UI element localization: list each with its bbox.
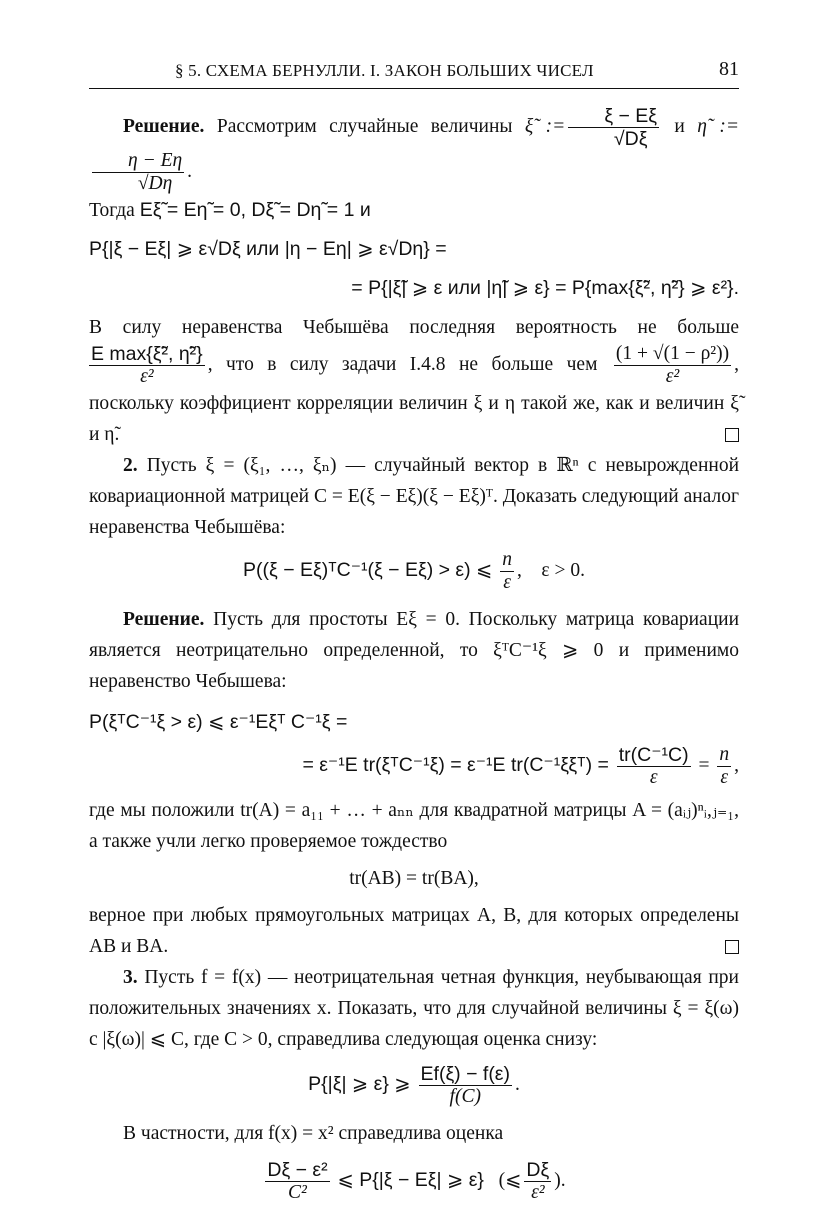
page-number: 81 xyxy=(719,58,739,80)
eq2-fraction-1 xyxy=(617,744,691,789)
cheb-vec-fraction xyxy=(500,549,514,594)
problem-3 xyxy=(89,962,739,1055)
equation-2-line-2: = ε⁻¹E tr(ξᵀC⁻¹ξ) = ε⁻¹E tr(C⁻¹ξξᵀ) = $\frac{\text{tr(C⁻¹C)}}{\varepsilon}$ = $\frac{n}{\varepsilon}$ , xyxy=(302,744,739,788)
xi-tilde-num: ξ − Eξ xyxy=(568,105,659,128)
trace-identity-text: tr(AB) = tr(BA), xyxy=(349,868,479,889)
eta-tilde-num: η − Eη xyxy=(92,150,184,173)
variance-bound-cheb-den: ε² xyxy=(531,1182,545,1203)
problem-3-number: 3. xyxy=(123,967,138,988)
variance-bound-num: Dξ − ε² xyxy=(267,1159,328,1181)
markov-mid: , что в силу задачи I.4.8 не больше чем xyxy=(207,353,598,375)
xi-tilde-fraction xyxy=(568,105,659,150)
particular-case xyxy=(89,1118,739,1149)
problem-3-text: Пусть f = f(x) — неотрицательная четная функция, неубывающая при положительных значениях x. Показать, что для случайной величины ξ = ξ(ω) с |ξ(ω)| ⩽ C, где C > 0, справедлива следующая оценка снизу: xyxy=(89,967,739,1050)
solution-1-text: Рассмотрим случайные величины xyxy=(216,115,513,137)
then-line xyxy=(89,195,739,226)
xi-tilde-lhs: ξ̃ := xyxy=(524,115,566,137)
eq2-frac-num: tr(C⁻¹C) xyxy=(618,744,689,766)
eq2-fraction-2 xyxy=(717,744,731,789)
cheb-vec-lhs: P((ξ − Eξ)ᵀC⁻¹(ξ − Eξ) > ε) ⩽ xyxy=(243,558,493,581)
markov-prefix: В силу неравенства Чебышёва последняя вероятность не больше xyxy=(89,317,739,338)
bound2-num: (1 + √(1 − ρ²)) xyxy=(615,343,730,364)
p3-num: Ef(ξ) − f(ε) xyxy=(420,1063,510,1085)
bound-1-fraction xyxy=(89,343,205,388)
problem-2-text: Пусть ξ = (ξ₁, …, ξₙ) — случайный вектор в ℝⁿ с невырожденной ковариационной матрицей C = E(ξ − Eξ)(ξ − Eξ)ᵀ. Доказать следующий аналог неравенства Чебышёва: xyxy=(89,455,739,538)
cheb-vec-cond: , ε > 0. xyxy=(517,559,585,581)
problem-2-number: 2. xyxy=(123,455,138,476)
variance-bound xyxy=(89,1159,739,1204)
lower-bound-inequality: P{|ξ| ⩾ ε} ⩾ $\frac{Ef(\xi) - f(\varepsilon)}{f(C)}$ . xyxy=(308,1063,520,1107)
solution-2 xyxy=(89,604,739,697)
eq2-frac2-num: n xyxy=(719,744,730,765)
variance-bound-paren-close: ). xyxy=(554,1169,566,1191)
variance-bound-fraction xyxy=(265,1159,329,1204)
eq2-frac2-den: ε xyxy=(720,767,729,788)
eq2-line1-text: P(ξᵀC⁻¹ξ > ε) ⩽ ε⁻¹Eξᵀ C⁻¹ξ = xyxy=(89,711,348,733)
then-equation: Eξ̃ = Eη̃ = 0, Dξ̃ = Dη̃ = 1 и xyxy=(139,199,371,221)
equation-2-line-1 xyxy=(89,707,739,738)
eq1-line2-text: = P{|ξ̃| ⩾ ε или |η̃| ⩾ ε} = P{max{ξ̃², η̃²} ⩾ ε²}. xyxy=(351,277,739,299)
qed-box-1 xyxy=(725,428,739,442)
eq2-equals: = xyxy=(698,754,710,776)
and-word: и xyxy=(674,115,685,137)
equation-1-line-2 xyxy=(89,273,739,304)
solution-1-intro: Решение. Рассмотрим случайные величины ξ̃ := $\frac{\xi - E\xi}{√D\xi}$ и η̃ := $\frac{\eta - E\eta}{√D\eta}$ . xyxy=(89,105,739,195)
variance-bound-paren-open: (⩽ xyxy=(498,1169,522,1191)
p3-fraction xyxy=(419,1063,512,1108)
p3-den: f(C) xyxy=(449,1086,481,1107)
eq2-line2-text: = ε⁻¹E tr(ξᵀC⁻¹ξ) = ε⁻¹E tr(C⁻¹ξξᵀ) = xyxy=(302,753,609,776)
markov-paragraph: В силу неравенства Чебышёва последняя вероятность не больше $\frac{\text{E max\{ξ̃², η̃²\}}}{\text{ε²}}$ , что в силу задачи I.4.8 не больше чем $\frac{\text{(1 + √(1 − ρ²))}}{\text{ε²}}$ , поскольку коэффициент корреляции величин ξ и η такой же, как и величин ξ̃ и η̃. xyxy=(89,317,740,445)
variance-bound-den: C² xyxy=(288,1182,307,1203)
vector-chebyshev-inequality xyxy=(89,549,739,594)
solution-label: Решение. xyxy=(123,115,205,137)
eq2-frac-den: ε xyxy=(649,767,658,788)
xi-tilde-den: √Dξ xyxy=(613,128,648,150)
bound1-den: ε² xyxy=(140,366,154,387)
cheb-vec-den: ε xyxy=(503,572,511,593)
trace-definition-text: где мы положили tr(A) = a₁₁ + … + aₙₙ для квадратной матрицы A = (aᵢⱼ)ⁿᵢ,ⱼ₌₁, а также учли легко проверяемое тождество xyxy=(89,800,739,852)
markov-tail: поскольку коэффициент корреляции величин ξ и η такой же, как и величин ξ̃ и η̃. xyxy=(89,393,739,445)
p3-lhs: P{|ξ| ⩾ ε} ⩾ xyxy=(308,1072,411,1095)
trace-identity xyxy=(89,863,739,894)
variance-bound-chebyshev-fraction xyxy=(524,1159,551,1204)
bound-2-fraction xyxy=(614,343,731,388)
cheb-vec-num: n xyxy=(502,549,513,570)
variance-bound-cheb-num: Dξ xyxy=(526,1159,550,1181)
equation-1-line-1 xyxy=(89,234,739,265)
eta-tilde-fraction xyxy=(92,150,184,195)
book-page xyxy=(89,58,739,1204)
variance-bound-mid: ⩽ P{|ξ − Eξ| ⩾ ε} xyxy=(337,1168,484,1191)
qed-box-2 xyxy=(725,940,739,954)
eta-tilde-den: √Dη xyxy=(137,173,173,194)
trace-validity xyxy=(89,900,739,962)
bound1-num: E max{ξ̃², η̃²} xyxy=(91,343,203,365)
eq1-line1-text: P{|ξ − Eξ| ⩾ ε√Dξ или |η − Eη| ⩾ ε√Dη} = xyxy=(89,238,447,260)
solution-2-text: Пусть для простоты Eξ = 0. Поскольку матрица ковариации является неотрицательно определенной, то ξᵀC⁻¹ξ ⩾ 0 и применимо неравенство Чебышева: xyxy=(89,609,739,692)
bound2-den: ε² xyxy=(665,366,680,387)
then-word: Тогда xyxy=(89,200,135,221)
running-header xyxy=(89,58,739,89)
problem-2 xyxy=(89,450,739,543)
solution-label-2: Решение. xyxy=(123,609,205,630)
running-title: § 5. СХЕМА БЕРНУЛЛИ. I. ЗАКОН БОЛЬШИХ ЧИСЕЛ xyxy=(175,61,594,80)
particular-case-text: В частности, для f(x) = x² справедлива оценка xyxy=(123,1123,504,1144)
eta-tilde-lhs: η̃ := xyxy=(697,115,739,137)
trace-validity-text: верное при любых прямоугольных матрицах A, B, для которых определены AB и BA. xyxy=(89,905,739,957)
trace-definition xyxy=(89,795,739,857)
